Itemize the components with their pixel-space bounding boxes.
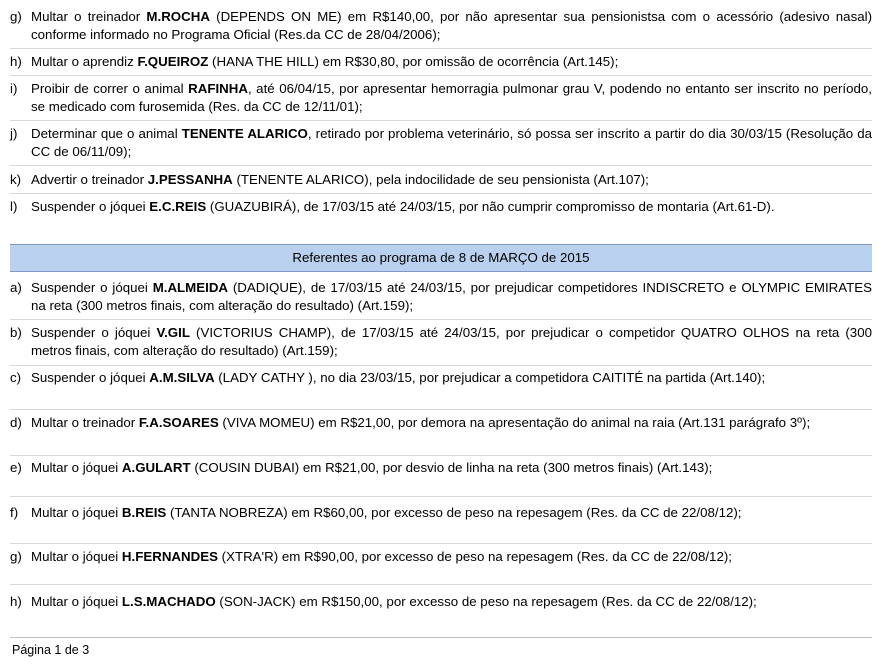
row-divider [10, 365, 872, 366]
item-text: Suspender o jóquei V.GIL (VICTORIUS CHAMP), de 17/03/15 até 24/03/15, por prejudicar o competidor QUATRO OLHOS na reta (300 metros finais, com alteração do resultado) (Art.159); [31, 325, 872, 358]
row-divider [10, 48, 872, 49]
list-item [10, 324, 872, 360]
row-divider [10, 193, 872, 194]
item-letter: k) [10, 172, 22, 187]
item-text: Determinar que o animal TENENTE ALARICO, retirado por problema veterinário, só possa ser inscrito a partir do dia 30/03/15 (Resolução da CC de 06/11/09); [31, 126, 872, 159]
item-letter: a) [10, 280, 22, 295]
item-letter: g) [10, 549, 22, 564]
item-text: Multar o jóquei L.S.MACHADO (SON-JACK) em R$150,00, por excesso de peso na repesagem (Res. da CC de 22/08/12); [31, 594, 757, 609]
list-item [10, 8, 872, 44]
list-item [10, 504, 872, 522]
list-item [10, 53, 872, 71]
section-header: Referentes ao programa de 8 de MARÇO de 2015 [10, 244, 872, 272]
item-text: Multar o aprendiz F.QUEIROZ (HANA THE HILL) em R$30,80, por omissão de ocorrência (Art.145); [31, 54, 619, 69]
row-divider [10, 75, 872, 76]
footer-divider [10, 637, 872, 638]
item-text: Multar o treinador M.ROCHA (DEPENDS ON ME) em R$140,00, por não apresentar sua pensionistsa com o acessório (adesivo nasal) conforme informado no Programa Oficial (Res.da CC de 28/04/2006); [31, 9, 872, 42]
item-letter: i) [10, 81, 18, 96]
row-divider [10, 165, 872, 166]
list-item [10, 125, 872, 161]
row-divider [10, 543, 872, 544]
item-text: Advertir o treinador J.PESSANHA (TENENTE ALARICO), pela indocilidade de seu pensionista (Art.107); [31, 172, 649, 187]
list-item [10, 279, 872, 315]
item-text: Multar o jóquei A.GULART (COUSIN DUBAI) em R$21,00, por desvio de linha na reta (300 metros finais) (Art.143); [31, 460, 713, 475]
row-divider [10, 584, 872, 585]
list-item [10, 80, 872, 116]
item-letter: l) [10, 199, 18, 214]
item-letter: h) [10, 54, 22, 69]
item-text: Proibir de correr o animal RAFINHA, até 06/04/15, por apresentar hemorragia pulmonar grau V, podendo no entanto ser inscrito no período, se medicado com furosemida (Res. da CC de 12/11/01); [31, 81, 872, 114]
list-item [10, 414, 872, 432]
item-letter: d) [10, 415, 22, 430]
item-text: Suspender o jóquei M.ALMEIDA (DADIQUE), de 17/03/15 até 24/03/15, por prejudicar competidores INDISCRETO e OLYMPIC EMIRATES na reta (300 metros finais, com alteração do resultado) (Art.159); [31, 280, 872, 313]
list-item [10, 369, 872, 387]
item-letter: b) [10, 325, 22, 340]
item-text: Suspender o jóquei A.M.SILVA (LADY CATHY ), no dia 23/03/15, por prejudicar a competidora CAITITÉ na partida (Art.140); [31, 370, 766, 385]
row-divider [10, 455, 872, 456]
item-letter: j) [10, 126, 18, 141]
list-item [10, 459, 872, 477]
list-item [10, 593, 872, 611]
item-text: Multar o jóquei H.FERNANDES (XTRA'R) em R$90,00, por excesso de peso na repesagem (Res. da CC de 22/08/12); [31, 549, 732, 564]
item-text: Multar o treinador F.A.SOARES (VIVA MOMEU) em R$21,00, por demora na apresentação do animal na raia (Art.131 parágrafo 3º); [31, 415, 811, 430]
row-divider [10, 409, 872, 410]
item-letter: f) [10, 505, 19, 520]
row-divider [10, 496, 872, 497]
item-text: Multar o jóquei B.REIS (TANTA NOBREZA) em R$60,00, por excesso de peso na repesagem (Res. da CC de 22/08/12); [31, 505, 742, 520]
row-divider [10, 120, 872, 121]
row-divider [10, 319, 872, 320]
item-letter: h) [10, 594, 22, 609]
list-item [10, 198, 872, 216]
item-letter: g) [10, 9, 22, 24]
list-item [10, 171, 872, 189]
page-number: Página 1 de 3 [12, 643, 90, 657]
item-letter: e) [10, 460, 22, 475]
item-text: Suspender o jóquei E.C.REIS (GUAZUBIRÁ), de 17/03/15 até 24/03/15, por não cumprir compromisso de montaria (Art.61-D). [31, 199, 775, 214]
item-letter: c) [10, 370, 22, 385]
list-item [10, 548, 872, 566]
